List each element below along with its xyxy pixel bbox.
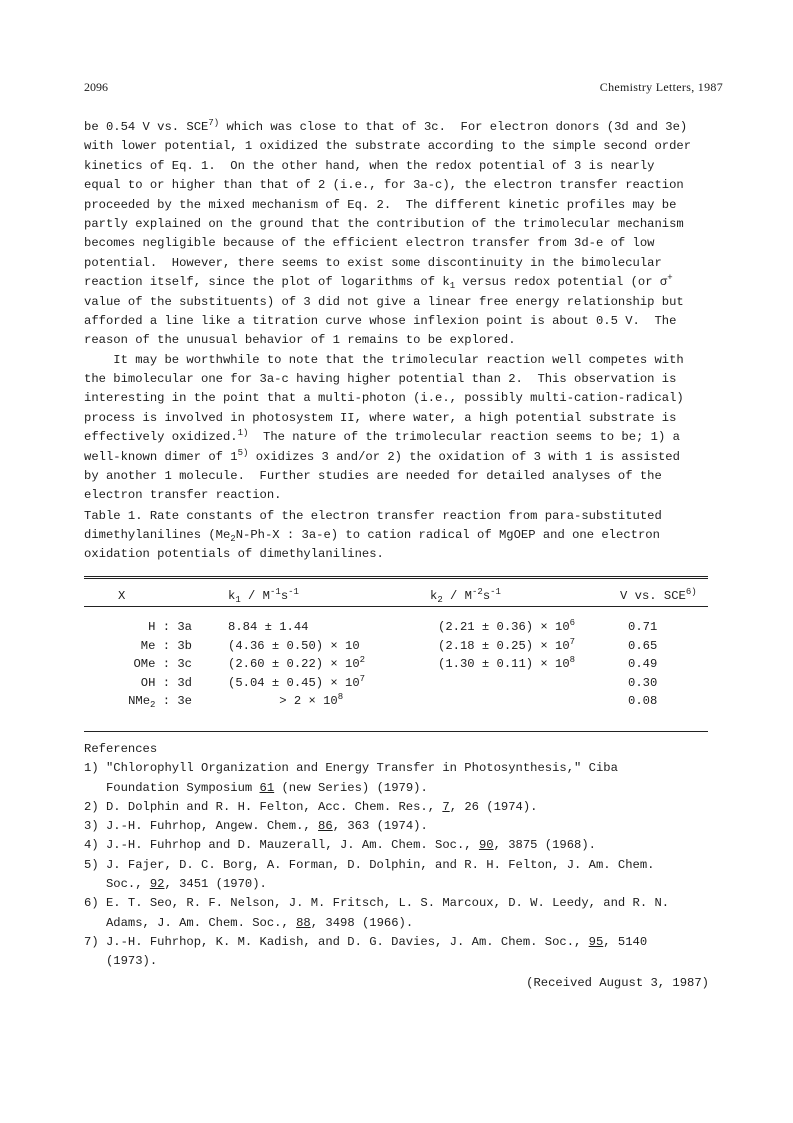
text-run: k (228, 589, 236, 603)
superscript: 6) (685, 587, 697, 597)
text-line (84, 952, 724, 971)
text-line (84, 507, 724, 526)
text-run: V vs. SCE (620, 589, 686, 603)
text-run: 0.65 (628, 638, 658, 653)
text-line (84, 933, 724, 952)
text-run: , 3498 (1966). (310, 915, 414, 930)
text-line (84, 817, 724, 836)
text-run: value of the substituents) of 3 did not give a linear free energy relationship but (84, 294, 684, 309)
superscript: -1 (490, 587, 501, 597)
superscript: -2 (472, 587, 483, 597)
volume-number: 86 (318, 819, 333, 834)
cell-v (612, 692, 708, 711)
text-run: , 26 (1974). (449, 799, 538, 814)
text-line (84, 137, 724, 156)
text-run: 0.49 (628, 657, 658, 672)
text-run: 5) J. Fajer, D. C. Borg, A. Forman, D. Dolphin, and R. H. Felton, J. Am. Chem. (84, 857, 655, 872)
volume-number: 7 (442, 799, 450, 814)
text-run: potential. However, there seems to exist some discontinuity in the bimolecular (84, 255, 662, 270)
text-run: : 3e (155, 694, 192, 709)
superscript: -1 (288, 587, 299, 597)
text-line (84, 409, 724, 428)
text-line (84, 331, 724, 350)
superscript: 7 (569, 636, 576, 647)
text-line (84, 914, 724, 933)
text-run: Foundation Symposium (84, 780, 260, 795)
text-run: 0.71 (628, 620, 658, 635)
cell-k1 (216, 610, 426, 637)
reference-list (84, 759, 724, 971)
text-line (84, 759, 724, 778)
text-line (84, 370, 724, 389)
text-run: 3) J.-H. Fuhrhop, Angew. Chem., (84, 819, 319, 834)
text-line (84, 526, 724, 545)
cell-x (84, 655, 216, 674)
cell-x (84, 610, 216, 637)
text-run: dimethylanilines (Me (84, 528, 231, 542)
subscript: 2 (150, 700, 156, 711)
text-line (84, 389, 724, 408)
cell-k1 (216, 655, 426, 674)
text-line (84, 312, 724, 331)
table-row (84, 637, 708, 656)
text-run: 0.30 (628, 675, 658, 690)
table-row (84, 692, 708, 711)
text-line (84, 234, 724, 253)
superscript: 7) (208, 118, 220, 128)
superscript: 8 (569, 655, 576, 666)
text-line (84, 157, 724, 176)
body-text (84, 118, 724, 506)
text-run: Me : 3b (140, 638, 192, 653)
text-run: OH : 3d (140, 675, 192, 690)
references-title: References (84, 742, 158, 756)
cell-k2 (426, 674, 612, 693)
text-run: equal to or higher than that of 2 (i.e., for 3a-c), the electron transfer reaction (84, 178, 684, 193)
volume-number: 92 (149, 877, 165, 892)
text-run: electron transfer reaction. (84, 488, 282, 503)
table-row (84, 610, 708, 637)
subscript: 2 (437, 595, 443, 605)
cell-x (84, 637, 216, 656)
text-run: (2.60 ± 0.22) × 10 (228, 657, 360, 672)
received-date: (Received August 3, 1987) (526, 976, 709, 990)
text-line (84, 467, 724, 486)
text-run: H : 3a (148, 620, 192, 635)
text-run: / M (240, 589, 270, 603)
text-line (84, 196, 724, 215)
text-line (84, 486, 724, 505)
text-line (84, 215, 724, 234)
cell-k2 (426, 610, 612, 637)
table-row (84, 674, 708, 693)
text-run: interesting in the point that a multi-photon (i.e., possibly multi-cation-radical) (84, 391, 684, 406)
text-line (84, 836, 724, 855)
text-line (84, 779, 724, 798)
superscript: 5) (237, 447, 249, 458)
text-run: > 2 × 10 (228, 694, 338, 709)
text-run: well-known dimer of 1 (84, 449, 238, 464)
text-run: oxidation potentials of dimethylanilines. (84, 547, 384, 561)
cell-k1 (216, 674, 426, 693)
cell-v (612, 674, 708, 693)
page-number: 2096 (84, 80, 108, 94)
text-run: (1973). (84, 954, 158, 969)
text-run: 8.84 ± 1.44 (228, 620, 309, 635)
cell-x (84, 674, 216, 693)
superscript: 7 (359, 673, 366, 684)
text-line (84, 428, 724, 447)
text-run: reason of the unusual behavior of 1 remains to be explored. (84, 333, 516, 348)
text-run: The nature of the trimolecular reaction seems to be; 1) a (248, 430, 680, 445)
text-run: the bimolecular one for 3a-c having higher potential than 2. This observation is (84, 372, 677, 387)
text-run: / M (442, 589, 472, 603)
text-line (84, 254, 724, 273)
cell-v (612, 610, 708, 637)
text-run: X (118, 589, 126, 603)
cell-k2 (426, 655, 612, 674)
text-run: It may be worthwhile to note that the trimolecular reaction well competes with (84, 352, 684, 367)
cell-k2 (426, 692, 612, 711)
text-run: reaction itself, since the plot of logarithms of k (84, 275, 450, 290)
text-run: (2.18 ± 0.25) × 10 (438, 638, 570, 653)
table-header-rule (84, 606, 708, 607)
superscript: -1 (270, 587, 281, 597)
text-run: kinetics of Eq. 1. On the other hand, when the redox potential of 3 is nearly (84, 158, 655, 173)
superscript: 1) (237, 428, 249, 439)
text-run: partly explained on the ground that the contribution of the trimolecular mechanism (84, 216, 684, 231)
superscript: + (667, 273, 673, 284)
superscript: 2 (359, 655, 366, 666)
text-run: , 3875 (1968). (493, 838, 596, 853)
text-line (84, 448, 724, 467)
text-run: afforded a line like a titration curve whose inflexion point is about 0.5 V. The (84, 313, 677, 328)
cell-v (612, 637, 708, 656)
text-run: be 0.54 V vs. SCE (84, 120, 209, 134)
volume-number: 88 (296, 915, 311, 930)
text-line (84, 856, 724, 875)
cell-k2 (426, 637, 612, 656)
text-run: s (482, 589, 491, 603)
text-run: effectively oxidized. (84, 430, 238, 445)
text-run: with lower potential, 1 oxidized the substrate according to the simple second order (84, 139, 692, 154)
text-run: which was close to that of 3c. For electron donors (3d and 3e) (219, 120, 688, 134)
table-top-rule (84, 576, 708, 577)
text-run: (1.30 ± 0.11) × 10 (438, 657, 570, 672)
table-bottom-rule (84, 731, 708, 732)
cell-x (84, 692, 216, 711)
superscript: 8 (337, 692, 344, 703)
subscript: 2 (230, 534, 236, 544)
text-run: (new Series) (1979). (274, 780, 428, 795)
text-line (84, 293, 724, 312)
text-run: oxidizes 3 and/or 2) the oxidation of 3 with 1 is assisted (248, 449, 680, 464)
text-run: Adams, J. Am. Chem. Soc., (84, 915, 297, 930)
superscript: 6 (569, 618, 576, 629)
text-run: 2) D. Dolphin and R. H. Felton, Acc. Chem. Res., (84, 799, 443, 814)
text-run: OMe : 3c (133, 657, 192, 672)
table-row (84, 655, 708, 674)
text-run: (5.04 ± 0.45) × 10 (228, 675, 360, 690)
cell-v (612, 655, 708, 674)
text-run: 6) E. T. Seo, R. F. Nelson, J. M. Fritsch, L. S. Marcoux, D. W. Leedy, and R. N. (84, 896, 670, 911)
volume-number: 95 (588, 934, 604, 949)
text-run: proceeded by the mixed mechanism of Eq. 2. The different kinetic profiles may be (84, 197, 677, 212)
text-run: s (280, 589, 289, 603)
subscript: 1 (449, 281, 456, 292)
text-line (84, 176, 724, 195)
text-run: 0.08 (628, 694, 658, 709)
cell-k1 (216, 637, 426, 656)
table-caption (84, 507, 724, 564)
text-run: N-Ph-X : 3a-e) to cation radical of MgOEP and one electron (235, 528, 660, 542)
text-line (84, 894, 724, 913)
text-line (84, 798, 724, 817)
text-run: by another 1 molecule. Further studies are needed for detailed analyses of the (84, 469, 662, 484)
text-line (84, 351, 724, 370)
subscript: 1 (235, 595, 241, 605)
text-run: k (430, 589, 438, 603)
text-run: Soc., (84, 877, 150, 892)
table-top-rule-2 (84, 578, 708, 579)
references (84, 740, 724, 972)
text-run: , 5140 (603, 934, 648, 949)
text-run: , 363 (1974). (332, 819, 428, 834)
volume-number: 61 (259, 780, 275, 795)
journal-header: Chemistry Letters, 1987 (599, 80, 723, 94)
text-run: Table 1. Rate constants of the electron transfer reaction from para-substituted (84, 509, 662, 523)
text-run: , 3451 (1970). (164, 877, 267, 892)
text-line (84, 118, 724, 137)
text-run: (4.36 ± 0.50) × 10 (228, 638, 360, 653)
text-run: becomes negligible because of the efficient electron transfer from 3d-e of low (84, 236, 655, 251)
volume-number: 90 (478, 838, 494, 853)
text-run: NMe (128, 694, 151, 709)
text-run: 7) J.-H. Fuhrhop, K. M. Kadish, and D. G. Davies, J. Am. Chem. Soc., (84, 934, 589, 949)
text-run: process is involved in photosystem II, where water, a high potential substrate is (84, 410, 677, 425)
cell-k1 (216, 692, 426, 711)
text-run: versus redox potential (or σ (455, 275, 668, 290)
text-line (84, 273, 724, 292)
rate-constants-table (84, 582, 708, 711)
text-line (84, 545, 724, 564)
text-run: 4) J.-H. Fuhrhop and D. Mauzerall, J. Am. Chem. Soc., (84, 838, 479, 853)
text-run: (2.21 ± 0.36) × 10 (438, 620, 570, 635)
text-run: 1) "Chlorophyll Organization and Energy Transfer in Photosynthesis," Ciba (84, 761, 618, 776)
text-line (84, 875, 724, 894)
